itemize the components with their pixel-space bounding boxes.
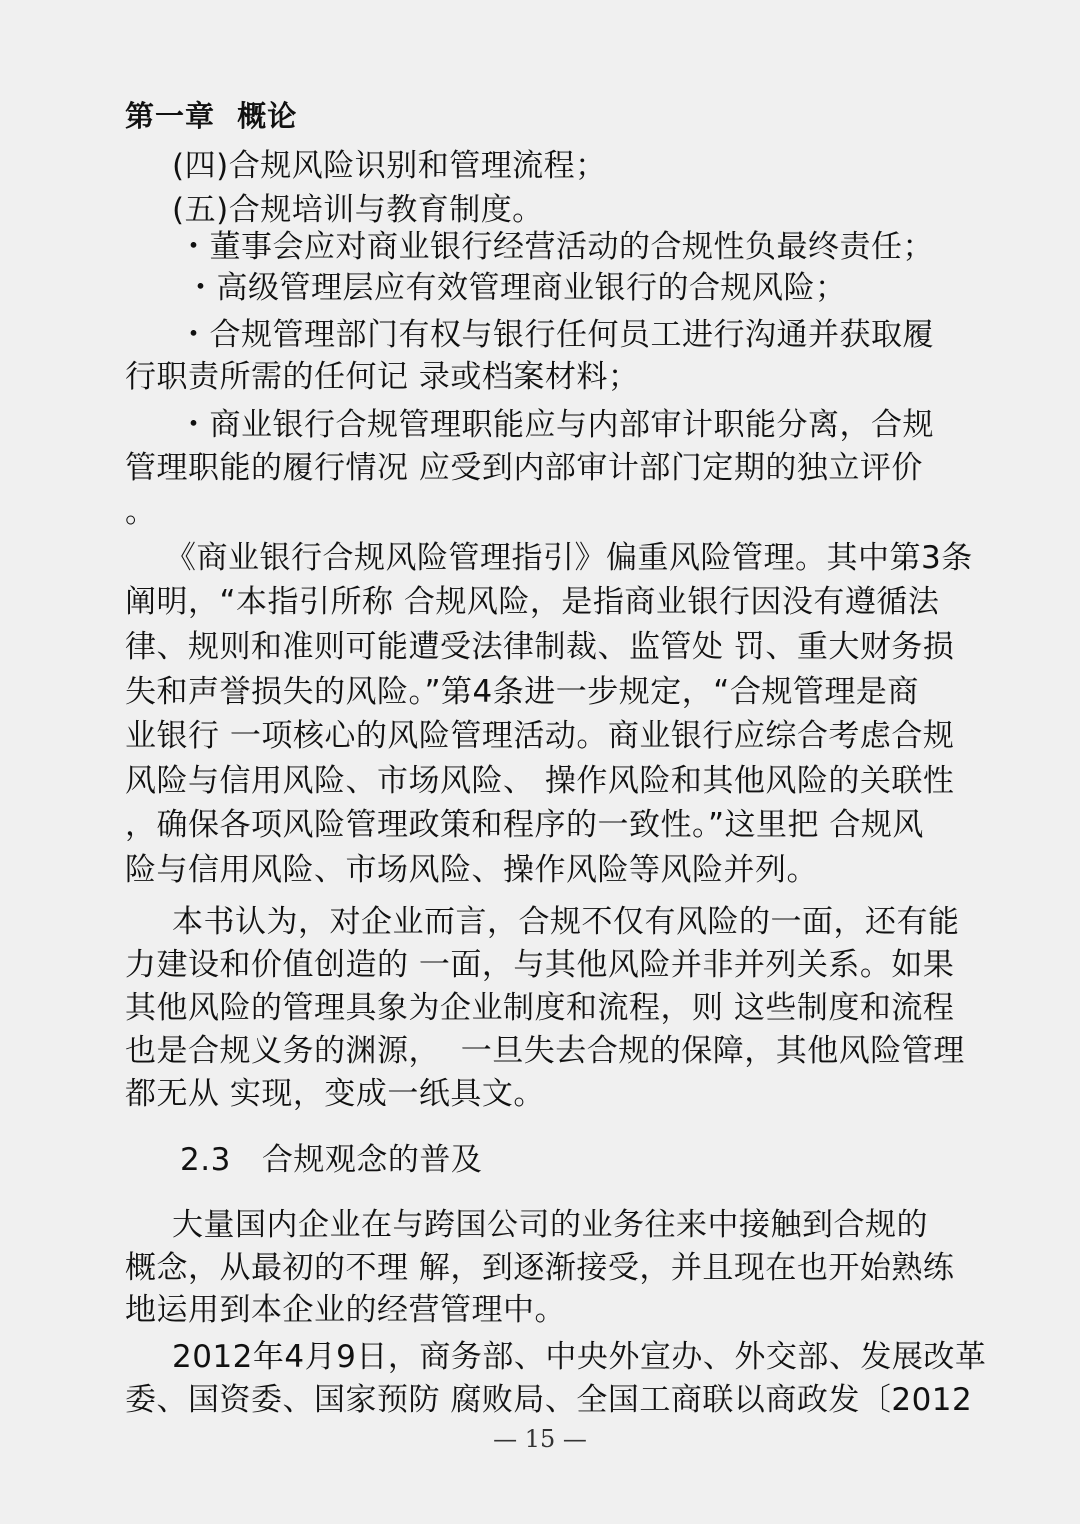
text-line: 其他风险的管理具象为企业制度和流程，则 这些制度和流程 (125, 990, 955, 1026)
text-line: 地运用到本企业的经营管理中。 (125, 1292, 566, 1328)
text-line: 管理职能的履行情况 应受到内部审计部门定期的独立评价 (125, 450, 923, 486)
text-line: 力建设和价值创造的 一面，与其他风险并非并列关系。如果 (125, 947, 955, 983)
chapter-title: 第一章 概论 (125, 99, 298, 133)
text-line: 律、规则和准则可能遭受法律制裁、监管处 罚、重大财务损 (125, 629, 955, 665)
text-line: 本书认为，对企业而言，合规不仅有风险的一面，还有能 (172, 904, 960, 940)
text-line: 失和声誉损失的风险。”第4条进一步规定，“合规管理是商 (125, 674, 919, 710)
text-line: 阐明，“本指引所称 合规风险，是指商业银行因没有遵循法 (125, 584, 940, 620)
text-line: ・商业银行合规管理职能应与内部审计职能分离，合规 (178, 407, 934, 443)
text-line: 行职责所需的任何记 录或档案材料； (125, 359, 640, 395)
text-line: 险与信用风险、市场风险、操作风险等风险并列。 (125, 852, 818, 888)
text-line: 都无从 实现，变成一纸具文。 (125, 1076, 545, 1112)
text-line: ・高级管理层应有效管理商业银行的合规风险； (185, 270, 847, 306)
text-line: (四)合规风险识别和管理流程； (172, 148, 607, 184)
text-line: 委、国资委、国家预防 腐败局、全国工商联以商政发〔2012 (125, 1382, 973, 1418)
text-line: 风险与信用风险、市场风险、 操作风险和其他风险的关联性 (125, 763, 955, 799)
text-line: (五)合规培训与教育制度。 (172, 192, 544, 228)
text-line: 。 (125, 494, 157, 530)
text-line: ・合规管理部门有权与银行任何员工进行沟通并获取履 (178, 317, 934, 353)
text-line: 概念，从最初的不理 解，到逐渐接受，并且现在也开始熟练 (125, 1250, 955, 1286)
text-line: 业银行 一项核心的风险管理活动。商业银行应综合考虑合规 (125, 718, 955, 754)
text-line: 大量国内企业在与跨国公司的业务往来中接触到合规的 (172, 1207, 928, 1243)
text-line: ・董事会应对商业银行经营活动的合规性负最终责任； (178, 229, 934, 265)
text-line: 2012年4月9日，商务部、中央外宣办、外交部、发展改革 (172, 1339, 987, 1375)
text-line: ，确保各项风险管理政策和程序的一致性。”这里把 合规风 (125, 807, 924, 843)
page-number: — 15 — (493, 1425, 587, 1453)
section-heading: 2.3 合规观念的普及 (180, 1142, 483, 1178)
text-line: 《商业银行合规风险管理指引》偏重风险管理。其中第3条 (165, 540, 973, 576)
text-line: 也是合规义务的渊源， 一旦失去合规的保障，其他风险管理 (125, 1033, 965, 1069)
